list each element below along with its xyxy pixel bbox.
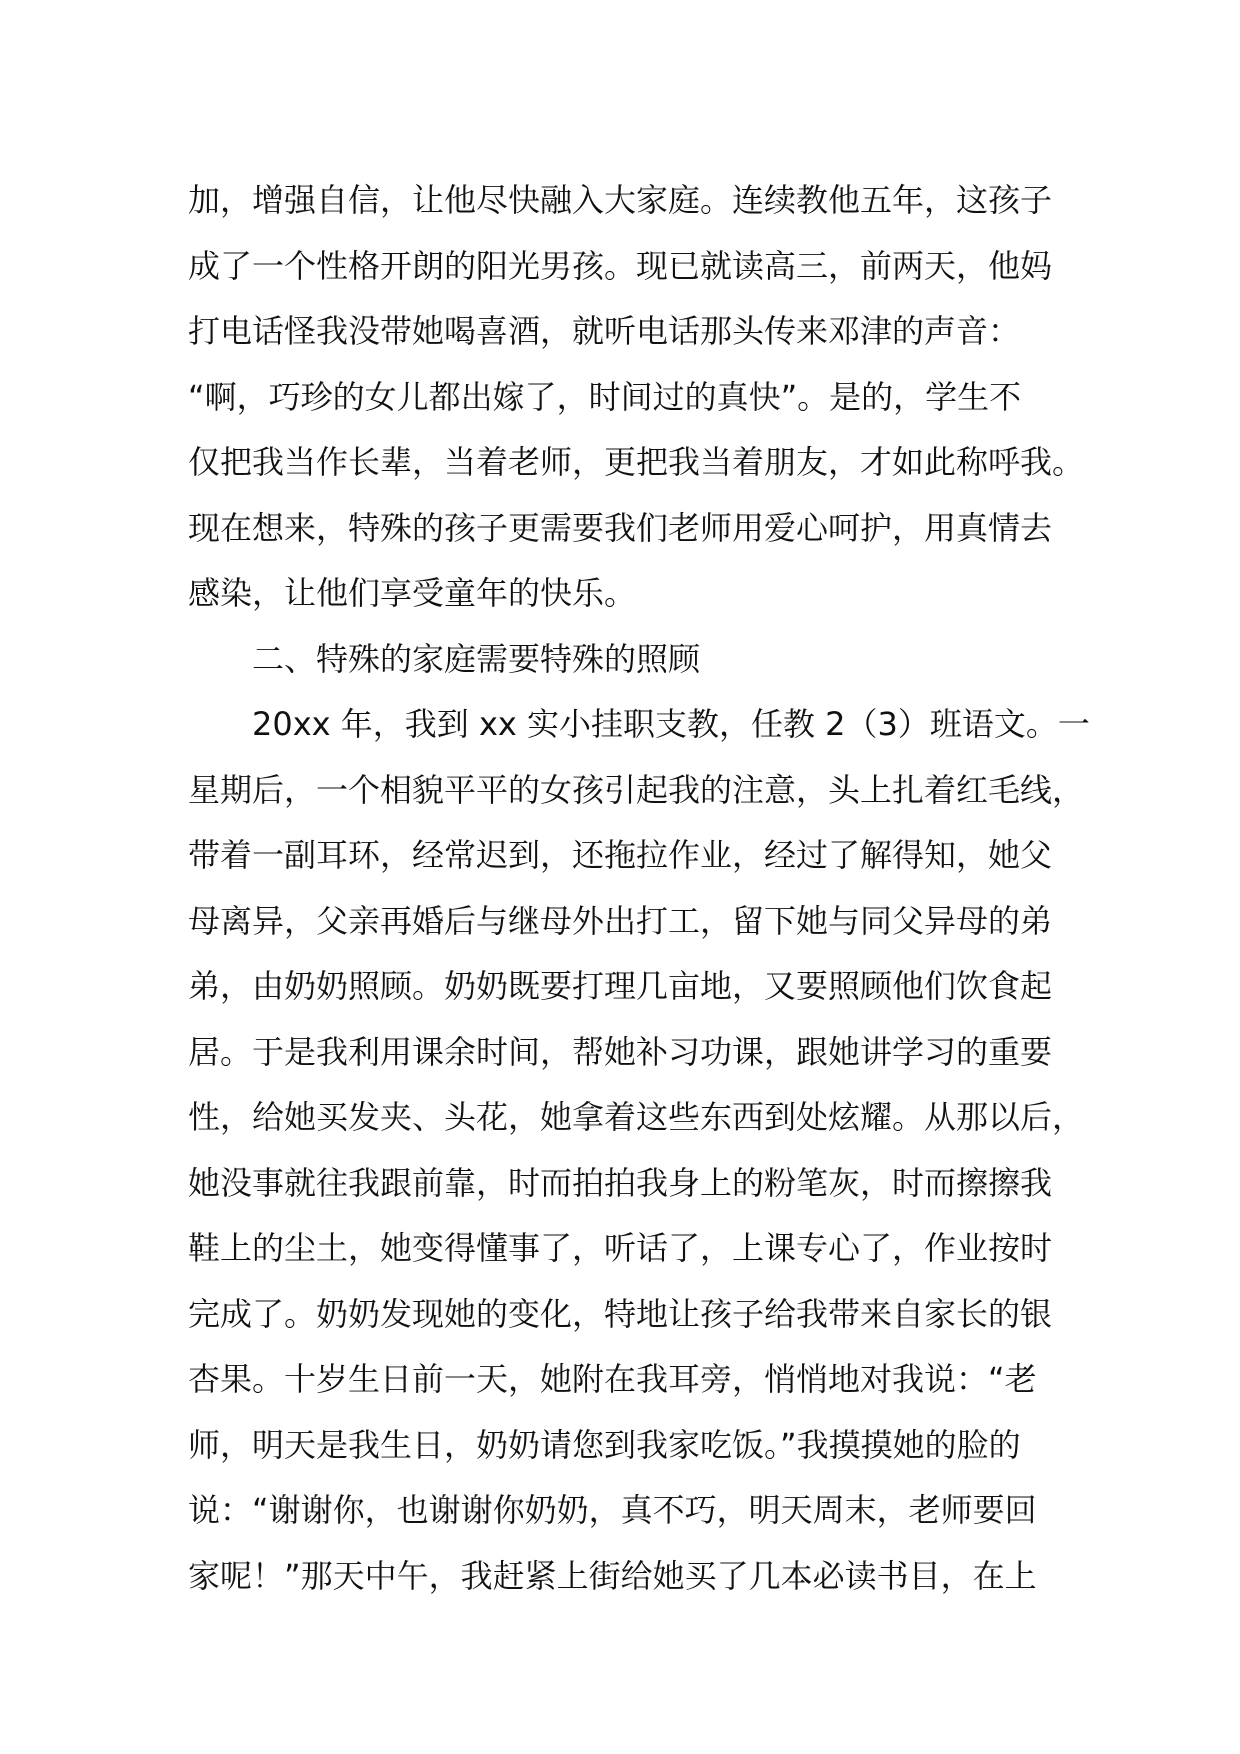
text-line: 性，给她买发夹、头花，她拿着这些东西到处炫耀。从那以后， — [188, 1098, 1085, 1136]
text-line: 杏果。十岁生日前一天，她附在我耳旁，悄悄地对我说：“老 — [188, 1360, 1037, 1398]
text-line: 师，明天是我生日，奶奶请您到我家吃饭。”我摸摸她的脸的 — [188, 1425, 1021, 1464]
text-line: 她没事就往我跟前靠，时而拍拍我身上的粉笔灰，时而擦擦我 — [188, 1163, 1053, 1202]
text-line: 带着一副耳环，经常迟到，还拖拉作业，经过了解得知，她父 — [188, 836, 1053, 874]
text-line: 星期后，一个相貌平平的女孩引起我的注意，头上扎着红毛线， — [188, 770, 1085, 809]
text-line: 感染，让他们享受童年的快乐。 — [188, 574, 637, 612]
text-line: 母离异，父亲再婚后与继母外出打工，留下她与同父异母的弟 — [188, 901, 1053, 940]
text-line: 说：“谢谢你，也谢谢你奶奶，真不巧，明天周末，老师要回 — [188, 1491, 1037, 1529]
text-line: 仅把我当作长辈，当着老师，更把我当着朋友，才如此称呼我。 — [188, 443, 1085, 481]
text-line: 打电话怪我没带她喝喜酒，就听电话那头传来邓津的声音： — [188, 312, 1021, 350]
text-line: “啊，巧珍的女儿都出嫁了，时间过的真快”。是的，学生不 — [188, 377, 1022, 416]
text-line: 成了一个性格开朗的阳光男孩。现已就读高三，前两天，他妈 — [188, 246, 1053, 285]
text-line: 鞋上的尘土，她变得懂事了，听话了，上课专心了，作业按时 — [188, 1229, 1053, 1267]
text-line: 加，增强自信，让他尽快融入大家庭。连续教他五年，这孩子 — [188, 181, 1053, 219]
body-text — [188, 168, 1088, 1609]
text-line: 弟，由奶奶照顾。奶奶既要打理几亩地，又要照顾他们饮食起 — [188, 967, 1053, 1005]
text-line: 居。于是我利用课余时间，帮她补习功课，跟她讲学习的重要 — [188, 1032, 1053, 1071]
text-line: 20xx 年，我到 xx 实小挂职支教，任教 2（3）班语文。一 — [252, 705, 1090, 743]
text-line: 完成了。奶奶发现她的变化，特地让孩子给我带来自家长的银 — [188, 1294, 1053, 1333]
text-line: 家呢！”那天中午，我赶紧上街给她买了几本必读书目，在上 — [188, 1556, 1037, 1595]
text-line: 现在想来，特殊的孩子更需要我们老师用爱心呵护，用真情去 — [188, 508, 1053, 547]
section-heading: 二、特殊的家庭需要特殊的照顾 — [252, 639, 701, 678]
